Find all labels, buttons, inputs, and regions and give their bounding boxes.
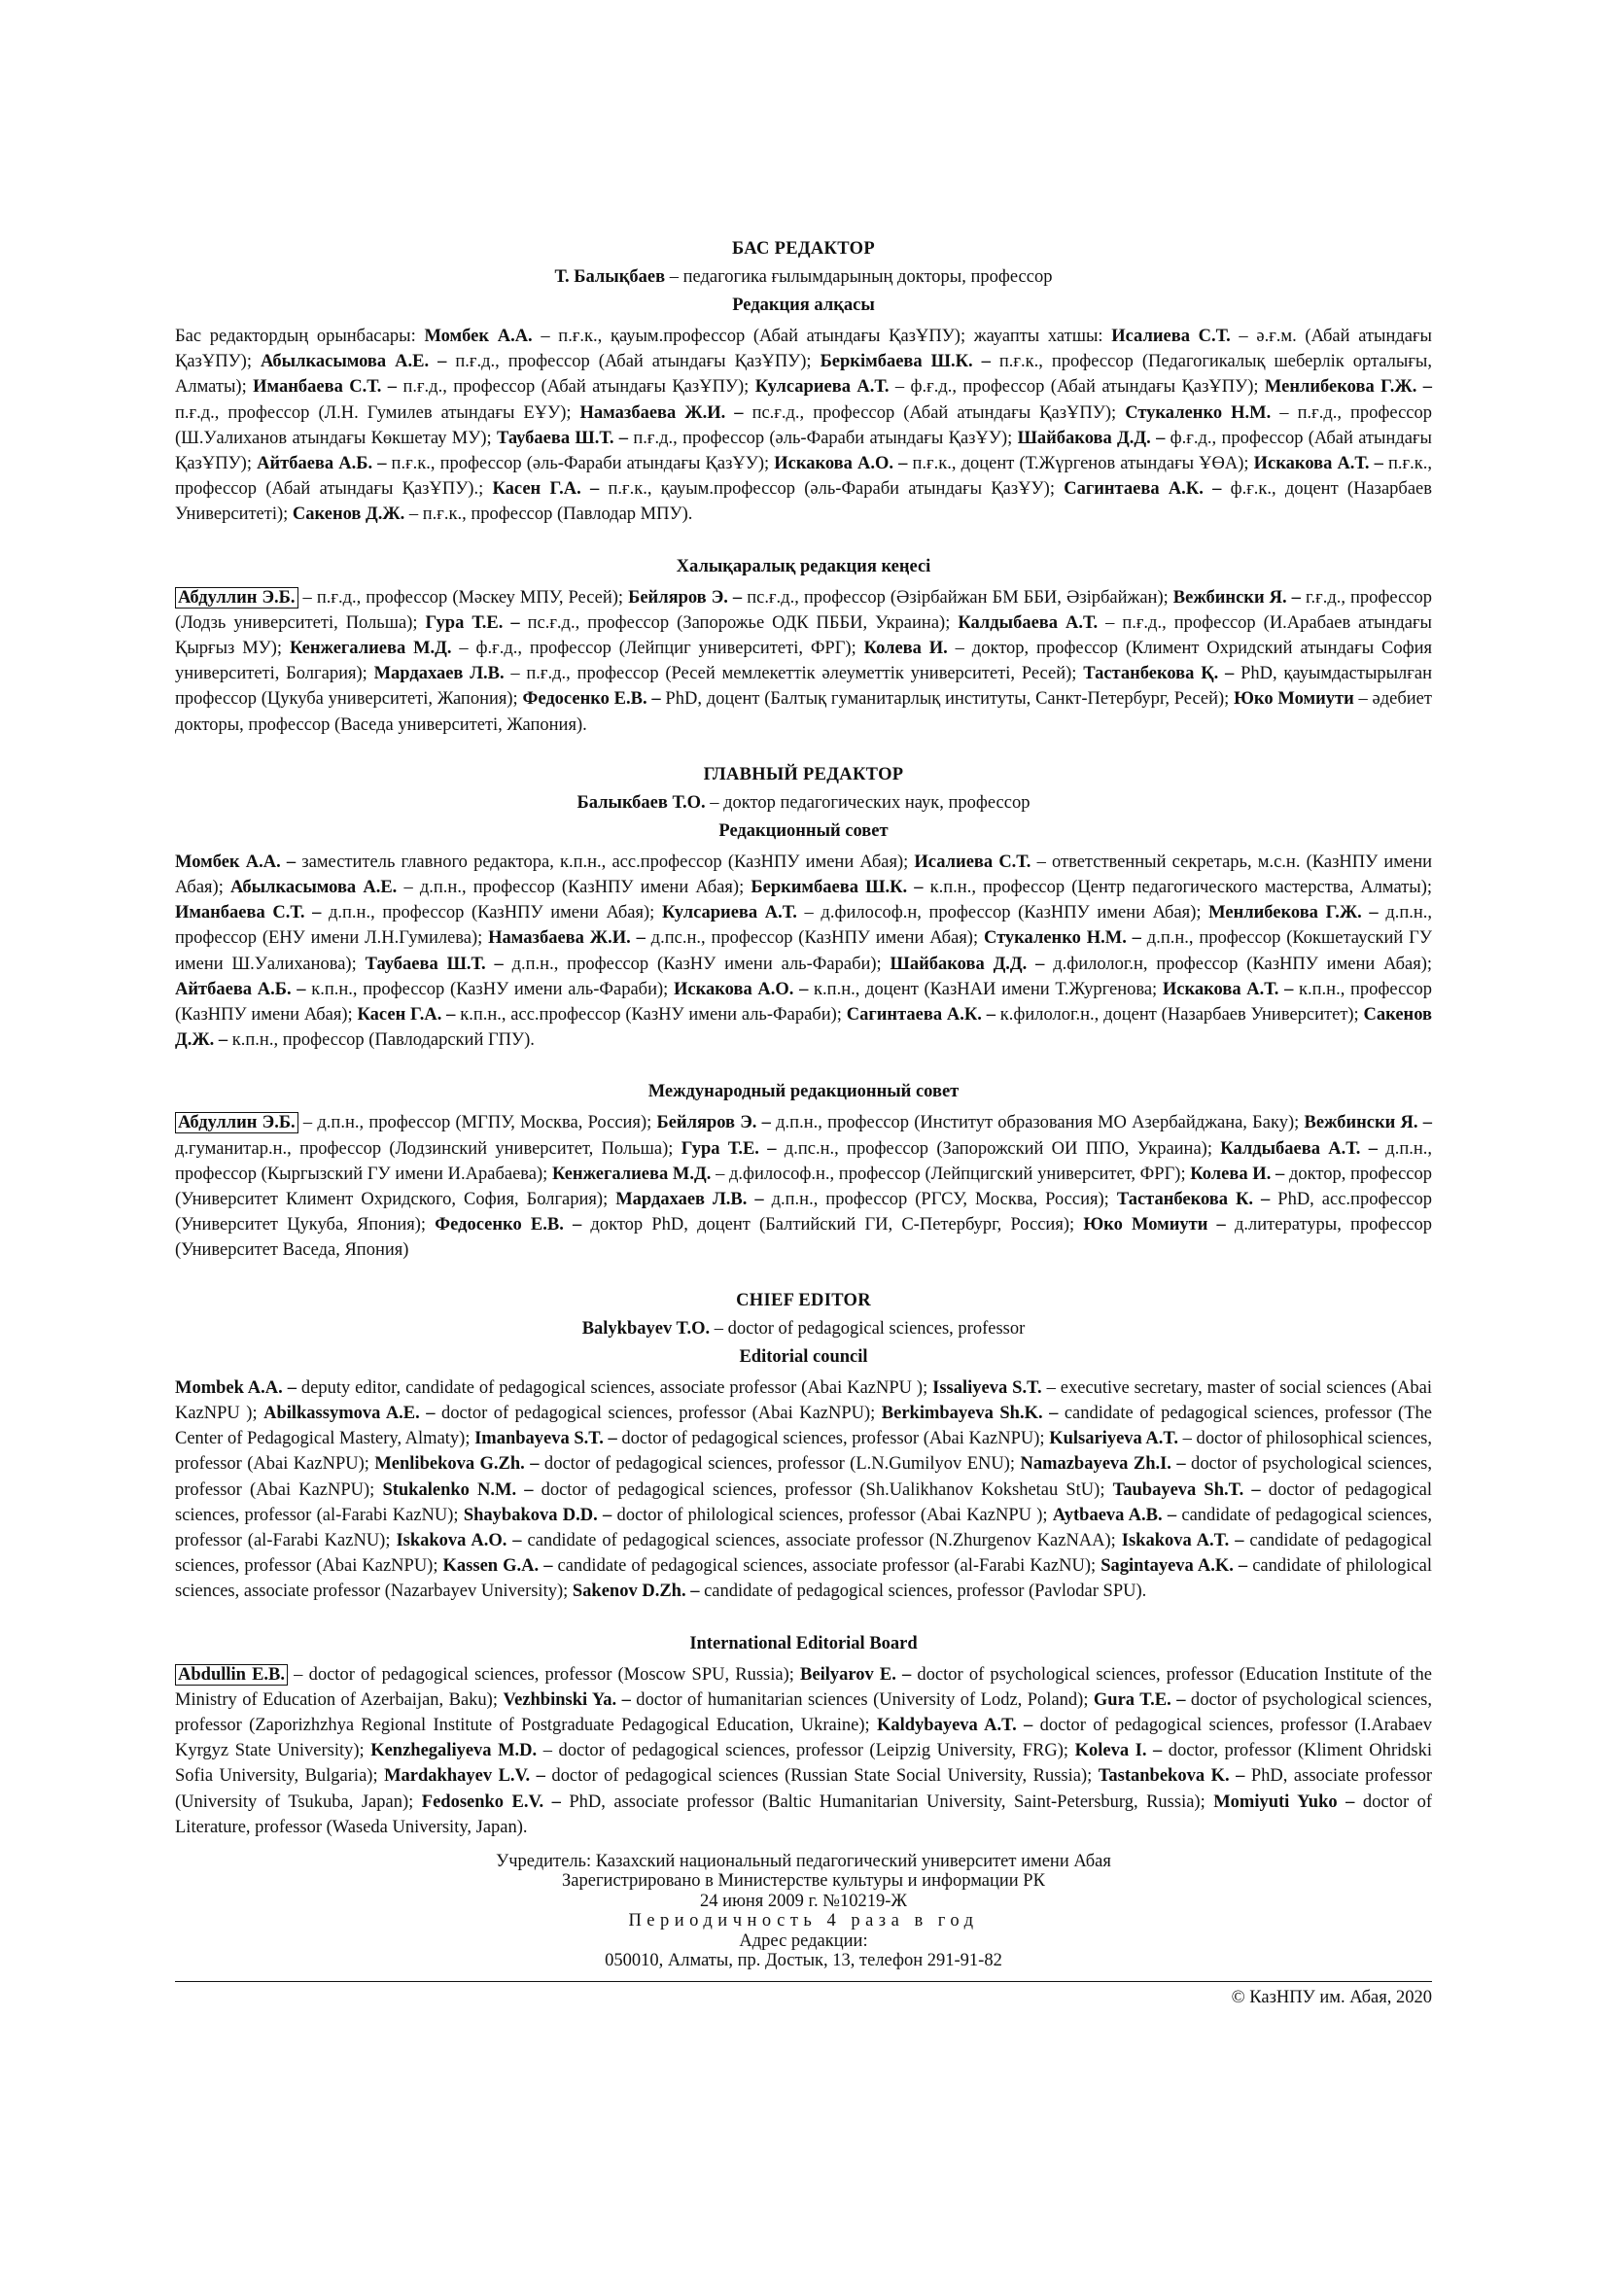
member-name: Шайбакова Д.Д. – <box>1017 428 1166 448</box>
member-details: deputy editor, candidate of pedagogical sciences, associate professor (Abai KazNPU ); <box>296 1377 933 1398</box>
member-details: д.п.н., профессор (КазНУ имени аль-Фараби); <box>503 954 891 974</box>
member-name: Kulsariyeva A.T. <box>1049 1429 1178 1449</box>
member-name: Gura T.E. – <box>1093 1689 1186 1710</box>
member-details: candidate of pedagogical sciences, professor (Abai KazNPU); <box>175 1530 1432 1577</box>
member-name: Сагинтаева А.К. – <box>846 1005 996 1026</box>
member-name: Иманбаева С.Т. – <box>253 377 398 398</box>
member-details: п.ғ.к., профессор (әль-Фараби атындағы ҚазҰУ); <box>386 454 775 474</box>
member-details: candidate of pedagogical sciences, professor (al-Farabi KazNU); <box>175 1505 1433 1550</box>
member-details: doctor of pedagogical sciences, professor (Abai KazNPU); <box>616 1429 1050 1449</box>
member-name: Сагинтаева А.К. – <box>1064 479 1222 500</box>
member-name: Менлибекова Г.Ж. – <box>1264 377 1432 398</box>
member-details: п.ғ.к., профессор (Педагогикалық шеберлік орталығы, Алматы); <box>175 352 1432 398</box>
member-details: к.п.н., профессор (Павлодарский ГПУ). <box>227 1030 535 1051</box>
member-details: PhD, асс.профессор (Университет Цукуба, Япония); <box>175 1190 1433 1235</box>
member-name: Таубаева Ш.Т. – <box>365 954 504 974</box>
member-details: – п.ғ.д., профессор (Ресей мемлекеттік әлеуметтік университеті, Ресей); <box>504 664 1084 684</box>
member-name: Искакова А.Т. – <box>1162 979 1294 999</box>
member-details: д.п.н., профессор (Кыргызский ГУ имени И.Арабаева); <box>175 1138 1432 1184</box>
member-name: Stukalenko N.M. – <box>382 1479 534 1500</box>
member-name: Юко Момиути <box>1234 689 1354 710</box>
member-details: doctor of psychological sciences, professor (Education Institute of the Ministry of Education of Azerbaijan, Baku); <box>175 1664 1432 1710</box>
ru-intl-list <box>175 1110 1432 1263</box>
member-name: Abilkassymova A.E. – <box>263 1403 436 1423</box>
member-name: Iskakova A.T. – <box>1121 1530 1244 1550</box>
en-board-list <box>175 1375 1432 1605</box>
member-name: Беркімбаева Ш.К. – <box>820 352 991 372</box>
member-details: к.п.н., профессор (КазНПУ имени Абая); <box>175 979 1433 1026</box>
member-details: п.ғ.д., профессор (Абай атындағы ҚазҰПУ); <box>446 352 821 372</box>
member-details: ф.ғ.д., профессор (Абай атындағы ҚазҰПУ); <box>175 428 1432 474</box>
member-details: к.п.н., доцент (КазНАИ имени Т.Жургенова; <box>808 979 1163 999</box>
member-details: пс.ғ.д., профессор (Әзірбайжан БМ ББИ, Әзірбайжан); <box>742 587 1173 608</box>
member-details: – п.ғ.к., қауым.профессор (Абай атындағы ҚазҰПУ); жауапты хатшы: <box>532 327 1112 346</box>
member-name: Menlibekova G.Zh. – <box>374 1454 540 1475</box>
kz-intl-list <box>175 585 1432 738</box>
member-name: Namazbayeva Zh.I. – <box>1020 1454 1186 1475</box>
member-name: Aytbaeva A.B. – <box>1052 1505 1177 1525</box>
en-intl-heading: International Editorial Board <box>689 1633 918 1653</box>
member-details: пс.ғ.д., профессор (Запорожье ОДК ПББИ, Украина); <box>519 612 959 633</box>
member-details: к.п.н., профессор (Центр педагогического мастерства, Алматы); <box>923 878 1433 898</box>
member-name: Абылкасымова А.Е. – <box>260 352 447 372</box>
member-details: к.п.н., асс.профессор (КазНУ имени аль-Фараби); <box>455 1005 847 1026</box>
member-name: Искакова А.О. – <box>774 454 908 474</box>
member-details: пс.ғ.д., профессор (Абай атындағы ҚазҰПУ); <box>743 402 1126 423</box>
member-details: г.ғ.д., профессор (Лодзь университеті, Польша); <box>175 587 1433 633</box>
member-name: Мардахаев Л.В. <box>373 664 505 684</box>
ru-chief-editor-line <box>175 793 1432 814</box>
kz-board-list <box>175 324 1432 528</box>
member-details: candidate of pedagogical sciences, associate professor (N.Zhurgenov KazNAA); <box>521 1530 1122 1550</box>
founder-line: Учредитель: Казахский национальный педагогический университет имени Абая <box>496 1851 1111 1871</box>
ru-board-list <box>175 850 1432 1054</box>
member-name: Искакова А.О. – <box>674 979 809 999</box>
member-name: Бейляров Э. – <box>656 1113 771 1133</box>
ru-board-heading: Редакционный совет <box>718 820 889 841</box>
member-details: doctor of philological sciences, professor (Abai KazNPU ); <box>611 1505 1053 1525</box>
member-details: – д.философ.н., профессор (Лейпцигский университет, ФРГ); <box>711 1164 1191 1184</box>
member-details: doctor of psychological sciences, professor (Zaporizhzhya Regional Institute of Postgraduate Pedagogical Education, Ukraine); <box>175 1689 1433 1735</box>
member-name: Исалиева С.Т. <box>914 852 1031 872</box>
member-name: Иманбаева С.Т. – <box>175 903 322 923</box>
member-name: Tastanbekova K. – <box>1098 1766 1245 1787</box>
member-details: PhD, қауымдастырылған профессор (Цукуба университеті, Жапония); <box>175 664 1432 710</box>
member-details: к.филолог.н., доцент (Назарбаев Университет); <box>995 1005 1364 1026</box>
member-details: – п.ғ.д., профессор (И.Арабаев атындағы Қырғыз МУ); <box>175 612 1432 659</box>
member-details: PhD, associate professor (University of Tsukuba, Japan); <box>175 1766 1433 1812</box>
member-details: – п.ғ.к., профессор (Павлодар МПУ). <box>404 504 693 525</box>
member-name: Таубаева Ш.Т. – <box>496 428 629 448</box>
kz-board-heading: Редакция алқасы <box>732 296 875 315</box>
member-name: Айтбаева А.Б. – <box>257 454 387 474</box>
member-name: Кулсариева А.Т. <box>661 903 797 923</box>
member-details: – doctor of philosophical sciences, professor (Abai KazNPU); <box>175 1429 1433 1475</box>
member-name: Taubayeva Sh.T. – <box>1112 1479 1261 1500</box>
ru-chief-editor-desc: – доктор педагогических наук, профессор <box>705 792 1031 813</box>
en-intl-list <box>175 1662 1432 1840</box>
en-chief-editor-name: Balykbayev T.O. <box>581 1318 711 1339</box>
member-details: – ответственный секретарь, м.с.н. (КазНПУ имени Абая); <box>175 852 1433 898</box>
member-details: д.литературы, профессор (Университет Васеда, Япония) <box>175 1215 1433 1261</box>
member-name: Мардахаев Л.В. – <box>615 1190 764 1210</box>
member-details: доктор PhD, доцент (Балтийский ГИ, С-Петербург, Россия); <box>581 1215 1084 1235</box>
ru-chief-editor-heading: ГЛАВНЫЙ РЕДАКТОР <box>703 764 904 784</box>
kz-chief-editor-name: Т. Балықбаев <box>554 267 666 287</box>
member-details: д.п.н., профессор (РГСУ, Москва, Россия); <box>763 1190 1117 1210</box>
ru-chief-editor-name: Балыкбаев Т.О. <box>576 792 706 813</box>
member-name: Менлибекова Г.Ж. – <box>1208 903 1379 923</box>
member-details: – д.п.н., профессор (МГПУ, Москва, Россия); <box>297 1113 657 1133</box>
member-details: д.п.н., профессор (ЕНУ имени Л.Н.Гумилева); <box>175 903 1433 949</box>
member-name-boxed: Абдуллин Э.Б. <box>175 587 298 609</box>
member-details: doctor of humanitarian sciences (University of Lodz, Poland); <box>630 1689 1094 1710</box>
member-details: – ф.ғ.д., профессор (Абай атындағы ҚазҰПУ); <box>889 377 1265 398</box>
member-name: Тастанбекова К. – <box>1116 1190 1271 1210</box>
member-details: – ә.ғ.м. (Абай атындағы ҚазҰПУ); <box>175 327 1432 372</box>
member-name: Imanbayeva S.T. – <box>474 1429 617 1449</box>
member-name: Стукаленко Н.М. – <box>983 928 1141 949</box>
member-name: Момбек А.А. <box>424 327 533 346</box>
member-name: Shaybakova D.D. – <box>463 1505 612 1525</box>
member-name: Вежбински Я. – <box>1304 1113 1432 1133</box>
member-name: Кулсариева А.Т. <box>754 377 890 398</box>
member-name: Айтбаева А.Б. – <box>175 979 306 999</box>
member-name: Гура Т.Е. – <box>681 1138 777 1159</box>
member-name: Сакенов Д.Ж. <box>292 504 405 525</box>
footer-divider <box>175 1981 1432 1982</box>
member-name-boxed: Абдуллин Э.Б. <box>175 1112 298 1133</box>
copyright: © КазНПУ им. Абая, 2020 <box>1231 1987 1432 2007</box>
member-details: п.ғ.д., профессор (Л.Н. Гумилев атындағы ЕҰУ); <box>175 402 580 423</box>
member-details: doctor of psychological sciences, professor (Abai KazNPU); <box>175 1454 1433 1500</box>
member-name: Koleva I. – <box>1074 1741 1163 1761</box>
member-name: Kassen G.A. – <box>442 1556 553 1577</box>
member-name: Бейляров Э. – <box>628 587 743 608</box>
member-details: д.филолог.н, профессор (КазНПУ имени Абая); <box>1044 954 1433 974</box>
member-name: Sakenov D.Zh. – <box>572 1582 700 1602</box>
member-details: doctor of pedagogical sciences, professor (Sh.Ualikhanov Kokshetau StU); <box>533 1479 1113 1500</box>
member-name: Колева И. – <box>1190 1164 1285 1184</box>
member-name: Касен Г.А. – <box>492 479 600 500</box>
member-details: п.ғ.к., профессор (Абай атындағы ҚазҰПУ).; <box>175 454 1432 500</box>
member-details: doctor of Literature, professor (Waseda University, Japan). <box>175 1792 1433 1837</box>
member-name: Абылкасымова А.Е. <box>230 878 398 898</box>
member-details: – әдебиет докторы, профессор (Васеда университеті, Жапония). <box>175 689 1432 735</box>
member-name: Вежбински Я. – <box>1172 587 1301 608</box>
member-details: doctor, professor (Kliment Ohridski Sofia University, Bulgaria); <box>175 1741 1432 1787</box>
member-details: п.ғ.д., профессор (Абай атындағы ҚазҰПУ); <box>397 377 755 398</box>
member-name: Сакенов Д.Ж. – <box>175 1005 1432 1051</box>
member-details: doctor of pedagogical sciences, professor (al-Farabi KazNU); <box>175 1479 1432 1525</box>
member-details: – executive secretary, master of social sciences (Abai KazNPU ); <box>175 1377 1432 1423</box>
member-details: д.п.н., профессор (КазНПУ имени Абая); <box>321 903 662 923</box>
member-name: Стукаленко Н.М. <box>1125 402 1272 423</box>
kz-chief-editor-desc: – педагогика ғылымдарының докторы, профессор <box>665 267 1053 287</box>
member-details: candidate of pedagogical sciences, associate professor (al-Farabi KazNU); <box>552 1556 1101 1577</box>
kz-chief-editor-heading: БАС РЕДАКТОР <box>732 239 875 259</box>
member-name: Vezhbinski Ya. – <box>503 1689 631 1710</box>
member-name: Шайбакова Д.Д. – <box>890 954 1045 974</box>
member-details: д.пс.н., профессор (КазНПУ имени Абая); <box>645 928 984 949</box>
member-details: доктор, профессор (Университет Климент Охридского, София, Болгария); <box>175 1164 1432 1210</box>
member-name: Колева И. <box>863 639 948 659</box>
kz-chief-editor-line <box>175 267 1432 288</box>
member-name: Намазбаева Ж.И. – <box>488 928 646 949</box>
registration-line: Зарегистрировано в Министерстве культуры и информации РК <box>562 1871 1045 1892</box>
member-details: д.п.н., профессор (Институт образования МО Азербайджана, Баку); <box>770 1113 1305 1133</box>
member-details: заместитель главного редактора, к.п.н., асс.профессор (КазНПУ имени Абая); <box>296 852 915 872</box>
member-name: Issaliyeva S.T. <box>932 1377 1042 1398</box>
member-details: candidate of pedagogical sciences, professor (The Center of Pedagogical Mastery, Almaty); <box>175 1403 1432 1449</box>
en-chief-editor-line <box>175 1319 1432 1339</box>
member-details: – п.ғ.д., профессор (Ш.Уалиханов атындағы Көкшетау МУ); <box>175 402 1432 448</box>
member-details: д.гуманитар.н., профессор (Лодзинский университет, Польша); <box>175 1138 681 1159</box>
member-details: п.ғ.д., профессор (әль-Фараби атындағы ҚазҰУ); <box>628 428 1018 448</box>
member-name: Беркимбаева Ш.К. – <box>751 878 924 898</box>
member-details: – доктор, профессор (Климент Охридский атындағы София университеті, Болгария); <box>175 639 1432 684</box>
member-name: Намазбаева Ж.И. – <box>579 402 744 423</box>
member-details: doctor of pedagogical sciences, professor (L.N.Gumilyov ENU); <box>539 1454 1021 1475</box>
member-details: candidate of pedagogical sciences, professor (Pavlodar SPU). <box>699 1582 1147 1602</box>
registration-date-line: 24 июня 2009 г. №10219-Ж <box>700 1891 907 1911</box>
address-label: Адрес редакции: <box>739 1931 868 1951</box>
member-details: п.ғ.к., қауым.профессор (әль-Фараби атындағы ҚазҰУ); <box>599 479 1065 500</box>
member-details: doctor of pedagogical sciences, professor (Abai KazNPU); <box>435 1403 882 1423</box>
member-details: PhD, associate professor (Baltic Humanitarian University, Saint-Petersburg, Russia); <box>560 1792 1214 1812</box>
member-name: Berkimbayeva Sh.K. – <box>881 1403 1059 1423</box>
member-details: – doctor of pedagogical sciences, professor (Leipzig University, FRG); <box>537 1741 1075 1761</box>
member-name: Касен Г.А. – <box>357 1005 456 1026</box>
member-name: Федосенко Е.В. – <box>435 1215 582 1235</box>
member-name-boxed: Abdullin E.B. <box>175 1664 288 1686</box>
ru-intl-heading: Международный редакционный совет <box>647 1082 960 1102</box>
member-name: Калдыбаева А.Т. – <box>1220 1138 1378 1159</box>
member-details: д.пс.н., профессор (Запорожский ОИ ППО, Украина); <box>776 1138 1221 1159</box>
member-details: д.п.н., профессор (Кокшетауский ГУ имени Ш.Уалиханова); <box>175 928 1432 974</box>
member-details: PhD, доцент (Балтық гуманитарлық институты, Санкт-Петербург, Ресей); <box>660 689 1235 710</box>
member-details: – doctor of pedagogical sciences, professor (Moscow SPU, Russia); <box>288 1664 801 1685</box>
member-name: Тастанбекова Қ. – <box>1083 664 1235 684</box>
en-board-heading: Editorial council <box>739 1346 868 1367</box>
en-chief-editor-heading: CHIEF EDITOR <box>736 1290 871 1310</box>
member-name: Калдыбаева А.Т. <box>958 612 1099 633</box>
kz-intl-heading: Халықаралық редакция кеңесі <box>676 556 931 576</box>
editorial-page <box>175 233 1432 2008</box>
member-name: Гура Т.Е. – <box>425 612 520 633</box>
member-name: Sagintayeva A.K. – <box>1100 1556 1248 1577</box>
member-details: doctor of pedagogical sciences (Russian State Social University, Russia); <box>544 1766 1099 1787</box>
member-name: Кенжегалиева М.Д. <box>289 639 452 659</box>
address-line: 050010, Алматы, пр. Достык, 13, телефон 291-91-82 <box>605 1951 1002 1971</box>
member-name: Искакова А.Т. – <box>1253 454 1383 474</box>
member-name: Кенжегалиева М.Д. <box>551 1164 712 1184</box>
member-name: Kaldybayeva A.T. – <box>876 1715 1033 1735</box>
member-name: Iskakova A.O. – <box>396 1530 522 1550</box>
member-name: Mombek A.A. – <box>175 1377 297 1398</box>
member-details: – п.ғ.д., профессор (Мәскеу МПУ, Ресей); <box>297 587 629 608</box>
member-name: Momiyuti Yuko – <box>1213 1792 1355 1812</box>
member-details: к.п.н., профессор (КазНУ имени аль-Фараби); <box>305 979 675 999</box>
member-details: – ф.ғ.д., профессор (Лейпциг университеті, ФРГ); <box>451 639 864 659</box>
publisher-info <box>175 1852 1432 1971</box>
member-name: Fedosenko E.V. – <box>421 1792 561 1812</box>
member-details: – д.п.н., профессор (КазНПУ имени Абая); <box>397 878 751 898</box>
en-chief-editor-desc: – doctor of pedagogical sciences, professor <box>710 1318 1026 1339</box>
member-details: – д.философ.н, профессор (КазНПУ имени Абая); <box>796 903 1209 923</box>
member-name: Beilyarov E. – <box>800 1664 912 1685</box>
member-details: candidate of philological sciences, associate professor (Nazarbayev University); <box>175 1556 1432 1602</box>
periodicity-line: Периодичность 4 раза в год <box>628 1911 979 1931</box>
member-name: Исалиева С.Т. <box>1111 327 1231 346</box>
member-details: Бас редактордың орынбасары: <box>175 327 425 346</box>
member-name: Mardakhayev L.V. – <box>384 1766 545 1787</box>
member-name: Kenzhegaliyeva M.D. <box>370 1741 538 1761</box>
member-name: Юко Момиути – <box>1083 1215 1226 1235</box>
member-details: ф.ғ.к., доцент (Назарбаев Университеті); <box>175 479 1432 525</box>
member-details: doctor of pedagogical sciences, professor (I.Arabaev Kyrgyz State University); <box>175 1715 1433 1761</box>
member-details: п.ғ.к., доцент (Т.Жүргенов атындағы ҰӨА); <box>907 454 1254 474</box>
member-name: Федосенко Е.В. – <box>522 689 661 710</box>
member-name: Момбек А.А. – <box>175 852 297 872</box>
